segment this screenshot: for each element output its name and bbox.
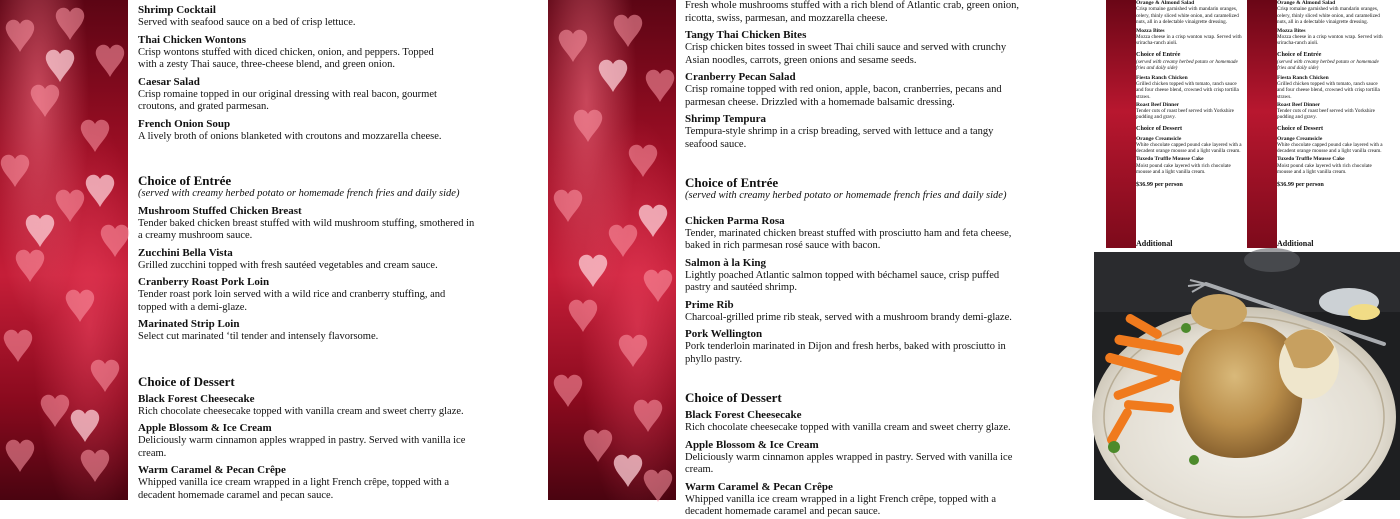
menu-item-desc: Tempura-style shrimp in a crisp breading, served with lettuce and a tangy seafood sauce.	[685, 126, 994, 150]
menu-item	[138, 34, 538, 72]
menu-item-desc: Deliciously warm cinnamon apples wrapped in pastry. Served with vanilla ice cream.	[685, 451, 1013, 475]
menu-item-name: Roast Beef Dinner	[1136, 101, 1180, 108]
dessert-section-title: Choice of Dessert	[1277, 125, 1324, 133]
entree-section-subtitle: (served with creamy herbed potato or homemade fries and daily side)	[1136, 58, 1238, 71]
menu-item-desc: Select cut marinated ‘til tender and intensely flavorsome.	[138, 331, 379, 342]
menu-item-desc: Whipped vanilla ice cream wrapped in a light French crêpe, topped with a decadent homemade caramel and pecan sauce.	[138, 477, 450, 501]
menu-item	[685, 439, 1085, 477]
menu-item-name: Warm Caramel & Pecan Crêpe	[138, 464, 286, 476]
menu-thumbnail-2	[1247, 0, 1388, 248]
menu-item-desc: Mozza cheese in a crisp wonton wrap. Served with sriracha-ranch aioli.	[1277, 34, 1383, 47]
menu-item	[138, 422, 538, 460]
menu-item-name: French Onion Soup	[138, 117, 231, 130]
menu-item-desc: Whipped vanilla ice cream wrapped in a light French crêpe, topped with a decadent homemade caramel and pecan sauce.	[685, 493, 997, 517]
menu-item	[685, 29, 1085, 67]
entree-section-title: Choice of Entrée	[1277, 51, 1322, 59]
menu-item-name: Orange Creamsicle	[1277, 135, 1323, 142]
menu-item	[685, 409, 1085, 435]
menu-item-desc: Pork tenderloin marinated in Dijon and fresh herbs, baked with prosciutto in phyllo pastry.	[685, 341, 1006, 365]
menu-item-name: Mozza Bites	[1136, 27, 1165, 34]
menu-item-desc: Tender baked chicken breast stuffed with wild mushroom stuffing, smothered in a creamy mushroom sauce.	[138, 217, 475, 241]
menu-item-desc: A lively broth of onions blanketed with croutons and mozzarella cheese.	[138, 130, 442, 142]
hearts-background-middle	[548, 0, 676, 500]
menu-item-name: Fiesta Ranch Chicken	[1136, 74, 1188, 81]
menu-page-left	[138, 4, 538, 504]
menu-item-name: Shrimp Tempura	[685, 113, 766, 125]
thumbnail-text	[1136, 0, 1243, 188]
menu-item	[138, 318, 538, 344]
menu-item-name: Marinated Strip Loin	[138, 318, 240, 330]
menu-item-name: Pork Wellington	[685, 328, 763, 340]
menu-item-desc: Fresh whole mushrooms stuffed with a rich blend of Atlantic crab, green onion, ricotta, swiss, parmesan, and mozzarella cheese.	[685, 0, 1019, 24]
food-photo	[1094, 252, 1400, 500]
hearts-pattern-icon	[0, 0, 128, 500]
menu-item-name: Tangy Thai Chicken Bites	[685, 29, 807, 41]
menu-item-desc: Moist pound cake layered with rich chocolate mousse and a light vanilla cream.	[1136, 162, 1231, 175]
menu-item-name: Shrimp Cocktail	[138, 4, 216, 16]
menu-item-desc: Grilled chicken topped with tomato, ranch sauce and four cheese blend, crowned with crisp tortilla straws.	[1277, 81, 1380, 100]
hearts-pattern-icon	[548, 0, 676, 500]
menu-item-name: Prime Rib	[685, 298, 734, 311]
menu-item-desc: Crisp romaine garnished with mandarin oranges, celery, thinly sliced white onion, and caramelized nuts, all in a delectable vinaigrette dressing.	[1136, 6, 1239, 25]
plated-meal-illustration	[1094, 252, 1400, 500]
menu-item	[685, 215, 1085, 253]
menu-item	[138, 205, 538, 243]
menu-item-desc: Deliciously warm cinnamon apples wrapped in pastry. Served with vanilla ice cream.	[138, 435, 466, 459]
price-per-person: $36.99 per person	[1277, 180, 1324, 188]
menu-item-desc: Grilled zucchini topped with fresh sautéed vegetables and cream sauce.	[138, 259, 438, 271]
menu-item-name: Cranberry Pecan Salad	[685, 71, 796, 83]
menu-item-name: Fiesta Ranch Chicken	[1277, 74, 1329, 81]
menu-item-desc: Charcoal-grilled prime rib steak, served with a mushroom brandy demi-glaze.	[685, 311, 1012, 323]
menu-item	[685, 257, 1085, 295]
dessert-section-title: Choice of Dessert	[1136, 125, 1183, 133]
price-per-person: $36.99 per person	[1136, 180, 1183, 188]
menu-item	[138, 118, 538, 144]
menu-item-name: Salmon à la King	[685, 256, 766, 269]
menu-item	[685, 113, 1085, 151]
thumbnail-text	[1277, 0, 1386, 188]
menu-item-name: Cranberry Roast Pork Loin	[138, 276, 270, 288]
menu-item-desc: Crisp chicken bites tossed in sweet Thai chili sauce and served with crunchy Asian noodles, carrots, green onions and sesame seeds.	[685, 42, 1007, 66]
menu-item-desc: Crisp romaine topped with red onion, apple, bacon, cranberries, pecans and parmesan cheese. Drizzled with a homemade balsamic dressing.	[685, 84, 1002, 108]
menu-item-name: Black Forest Cheesecake	[138, 392, 255, 405]
dessert-section-title: Choice of Dessert	[138, 373, 235, 389]
hearts-strip-thumbnail	[1247, 0, 1277, 248]
menu-item	[138, 76, 538, 114]
menu-item-desc: Lightly poached Atlantic salmon topped with béchamel sauce, crisp puffed pastry and sautéed shrimp.	[685, 269, 1000, 293]
menu-item-name: Roast Beef Dinner	[1277, 101, 1321, 108]
menu-item-name: Orange Creamsicle	[1136, 135, 1182, 142]
menu-item-name: Mushroom Stuffed Chicken Breast	[138, 204, 302, 217]
menu-item-name: Caesar Salad	[138, 75, 200, 88]
menu-item-desc: Rich chocolate cheesecake topped with vanilla cream and sweet cherry glaze.	[138, 405, 464, 417]
menu-item	[138, 464, 538, 502]
menu-item-desc: Crisp romaine garnished with mandarin oranges, celery, thinly sliced white onion, and caramelized nuts, all in a delectable vinaigrette dressing.	[1277, 6, 1380, 25]
entree-section-title: Choice of Entrée	[685, 175, 779, 190]
additional-heading: Additional	[1136, 239, 1173, 248]
menu-item-name: Tuxedo Truffle Mousse Cake	[1277, 156, 1345, 163]
entree-section-subtitle: (served with creamy herbed potato or homemade french fries and daily side)	[138, 188, 460, 199]
hearts-background-left	[0, 0, 128, 500]
menu-item-name: Apple Blossom & Ice Cream	[138, 422, 272, 434]
menu-item	[685, 299, 1085, 325]
menu-item-desc: Mozza cheese in a crisp wonton wrap. Served with sriracha-ranch aioli.	[1136, 34, 1242, 47]
menu-item-name: Tuxedo Truffle Mousse Cake	[1136, 156, 1204, 163]
menu-item-name: Zucchini Bella Vista	[138, 246, 233, 259]
menu-item-desc: Grilled chicken topped with tomato, ranch sauce and four cheese blend, crowned with crisp tortilla straws.	[1136, 81, 1239, 100]
menu-item	[685, 328, 1085, 366]
menu-item	[685, 481, 1085, 519]
menu-item-desc: Moist pound cake layered with rich chocolate mousse and a light vanilla cream.	[1277, 162, 1372, 175]
menu-item-name: Thai Chicken Wontons	[138, 33, 247, 46]
menu-item	[138, 393, 538, 419]
menu-item-name: Chicken Parma Rosa	[685, 214, 785, 227]
entree-section-subtitle: (served with creamy herbed potato or homemade fries and daily side)	[1277, 58, 1379, 71]
menu-item-desc: Tender, marinated chicken breast stuffed with prosciutto ham and feta cheese, baked in rich parmesan rosé sauce with bacon.	[685, 227, 1012, 251]
dessert-section-title: Choice of Dessert	[685, 390, 782, 405]
additional-heading: Additional	[1277, 239, 1314, 248]
menu-page-middle	[685, 0, 1085, 517]
menu-thumbnail-1	[1106, 0, 1245, 248]
menu-item-name: Orange & Almond Salad	[1277, 0, 1336, 6]
menu-item	[685, 0, 1085, 25]
entree-section-title: Choice of Entrée	[1136, 51, 1181, 59]
menu-item	[138, 276, 538, 314]
menu-item-desc: Rich chocolate cheesecake topped with vanilla cream and sweet cherry glaze.	[685, 422, 1011, 433]
menu-item-desc: Crisp romaine topped in our original dressing with real bacon, gourmet croutons, and grated parmesan.	[138, 88, 437, 112]
menu-item-desc: White chocolate capped pound cake layered with a decadent orange mousse and a light vanilla cream.	[1136, 142, 1242, 155]
menu-item-name: Mozza Bites	[1277, 27, 1306, 34]
hearts-strip-thumbnail	[1106, 0, 1136, 248]
menu-item-name: Orange & Almond Salad	[1136, 0, 1195, 6]
entree-section-subtitle: (served with creamy herbed potato or homemade french fries and daily side)	[685, 190, 1007, 201]
menu-item-desc: Crisp wontons stuffed with diced chicken, onion, and peppers. Topped with a zesty Thai sauce, three-cheese blend, and green onion.	[138, 46, 434, 70]
menu-item-name: Black Forest Cheesecake	[685, 409, 802, 421]
menu-item-name: Warm Caramel & Pecan Crêpe	[685, 480, 833, 493]
entree-section-title: Choice of Entrée	[138, 173, 232, 188]
menu-item	[685, 71, 1085, 109]
menu-item-desc: Tender roast pork loin served with a wild rice and cranberry stuffing, and topped with a demi-glaze.	[138, 289, 446, 313]
menu-item	[138, 4, 538, 30]
menu-item-name: Apple Blossom & Ice Cream	[685, 438, 819, 451]
menu-item-desc: Tender cuts of roast beef served with Yorkshire pudding and gravy.	[1136, 108, 1234, 121]
menu-item-desc: Tender cuts of roast beef served with Yorkshire pudding and gravy.	[1277, 108, 1375, 121]
menu-item-desc: White chocolate capped pound cake layered with a decadent orange mousse and a light vanilla cream.	[1277, 142, 1383, 155]
menu-item-desc: Served with seafood sauce on a bed of crisp lettuce.	[138, 17, 356, 28]
menu-item	[138, 247, 538, 273]
